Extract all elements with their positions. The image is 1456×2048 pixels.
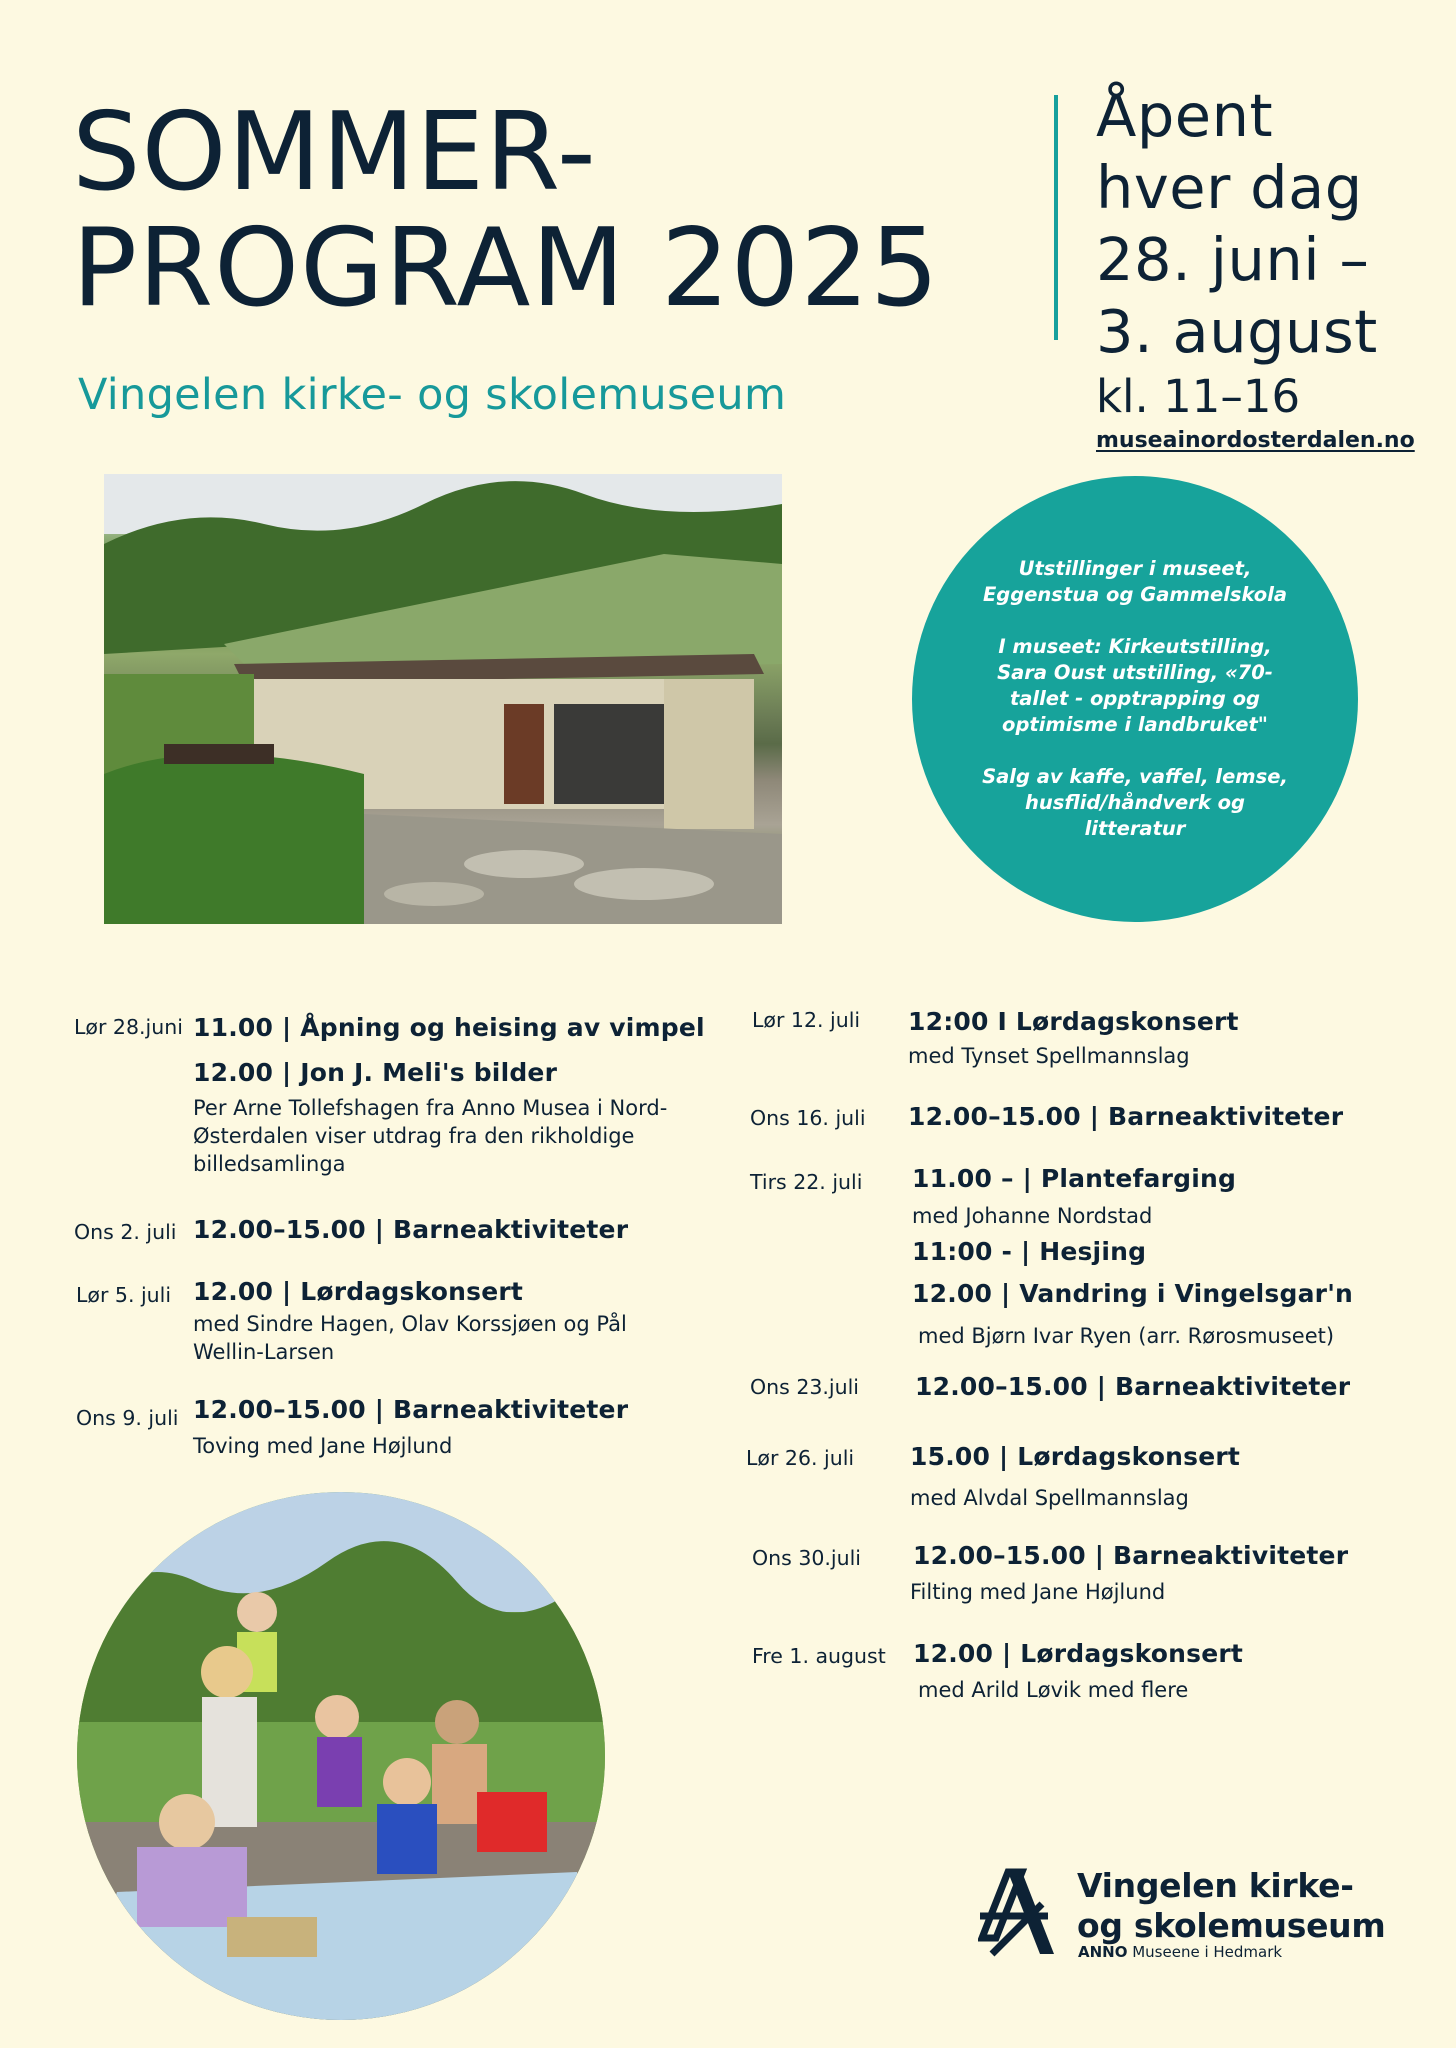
- event-description: med Alvdal Spellmannslag: [910, 1486, 1189, 1510]
- logo-brand: ANNO: [1078, 1943, 1128, 1961]
- event-date: Ons 2. juli: [74, 1220, 177, 1244]
- opening-line-2: hver dag: [1096, 153, 1363, 222]
- event-description: med Tynset Spellmannslag: [908, 1044, 1190, 1068]
- event-date: Ons 23.juli: [750, 1375, 860, 1399]
- info-sales: Salg av kaffe, vaffel, lemse, husflid/håndverk og litteratur: [982, 765, 1288, 840]
- opening-line-4: 3. august: [1096, 297, 1378, 366]
- event-date: Tirs 22. juli: [750, 1170, 863, 1194]
- event-description: Toving med Jane Højlund: [193, 1434, 453, 1458]
- museum-building-illustration: [104, 474, 782, 924]
- event-date: Ons 9. juli: [76, 1406, 179, 1430]
- title-line-2: PROGRAM 2025: [72, 206, 940, 331]
- event-date: Fre 1. august: [752, 1644, 886, 1668]
- page-title: [72, 90, 940, 331]
- event-title: 11.00 | Åpning og heising av vimpel: [193, 1013, 705, 1042]
- event-title: 12.00–15.00 | Barneaktiviteter: [915, 1372, 1351, 1401]
- event-title: 12.00–15.00 | Barneaktiviteter: [913, 1541, 1349, 1570]
- event-description: med Bjørn Ivar Ryen (arr. Rørosmuseet): [918, 1324, 1335, 1348]
- opening-line-1: Åpent: [1096, 81, 1274, 150]
- divider-line: [1054, 95, 1058, 340]
- event-description: Per Arne Tollefshagen fra Anno Musea i Nord-Østerdalen viser utdrag fra den rikholdige billedsamlinga: [193, 1096, 668, 1176]
- opening-line-3: 28. juni –: [1096, 225, 1370, 294]
- logo-sub-text: Museene i Hedmark: [1127, 1943, 1283, 1961]
- event-date: Lør 12. juli: [752, 1008, 861, 1032]
- info-circle: [912, 476, 1358, 922]
- event-description: med Johanne Nordstad: [912, 1204, 1153, 1228]
- event-title: 12.00–15.00 | Barneaktiviteter: [193, 1395, 629, 1424]
- museum-logo-icon: [978, 1868, 1058, 1958]
- event-title: 12.00 | Lørdagskonsert: [913, 1639, 1244, 1668]
- event-date: Ons 16. juli: [750, 1106, 866, 1130]
- event-date: Lør 26. juli: [746, 1446, 855, 1470]
- event-description: med Arild Løvik med flere: [918, 1678, 1189, 1702]
- event-date: Lør 28.juni: [74, 1015, 183, 1039]
- event-title: 11.00 – | Plantefarging: [912, 1164, 1237, 1193]
- museum-building-photo: [104, 474, 782, 924]
- event-date: Lør 5. juli: [76, 1283, 172, 1307]
- opening-hours: kl. 11–16: [1096, 370, 1301, 423]
- event-title: 12:00 I Lørdagskonsert: [908, 1007, 1239, 1036]
- event-description: Filting med Jane Højlund: [910, 1580, 1166, 1604]
- website-link[interactable]: museainordosterdalen.no: [1096, 428, 1415, 453]
- event-title: 12.00 | Lørdagskonsert: [193, 1277, 524, 1306]
- logo-wordmark: [1077, 1866, 1385, 1946]
- opening-period: [1096, 80, 1378, 368]
- museum-subtitle: Vingelen kirke- og skolemuseum: [78, 370, 787, 420]
- event-title: 12.00–15.00 | Barneaktiviteter: [193, 1215, 629, 1244]
- logo-line-2: og skolemuseum: [1077, 1906, 1386, 1945]
- event-title: 15.00 | Lørdagskonsert: [910, 1442, 1241, 1471]
- info-museum-exhibits: I museet: Kirkeutstilling, Sara Oust utstilling, «70-tallet - opptrapping og optimisme i landbruket": [997, 635, 1273, 736]
- event-description: med Sindre Hagen, Olav Korssjøen og Pål Wellin-Larsen: [193, 1312, 627, 1364]
- title-line-1: SOMMER-: [72, 90, 597, 215]
- info-exhibitions: Utstillinger i museet, Eggenstua og Gammelskola: [982, 557, 1288, 606]
- event-date: Ons 30.juli: [752, 1546, 862, 1570]
- event-title: 12.00 | Jon J. Meli's bilder: [193, 1058, 558, 1087]
- event-title: 11:00 - | Hesjing: [912, 1237, 1147, 1266]
- event-title: 12.00 | Vandring i Vingelsgar'n: [912, 1279, 1354, 1308]
- logo-line-1: Vingelen kirke-: [1077, 1866, 1354, 1905]
- event-title: 12.00–15.00 | Barneaktiviteter: [908, 1102, 1344, 1131]
- children-activity-photo: [77, 1492, 605, 2020]
- children-activity-illustration: [77, 1492, 605, 2020]
- logo-subtitle: [1078, 1943, 1282, 1961]
